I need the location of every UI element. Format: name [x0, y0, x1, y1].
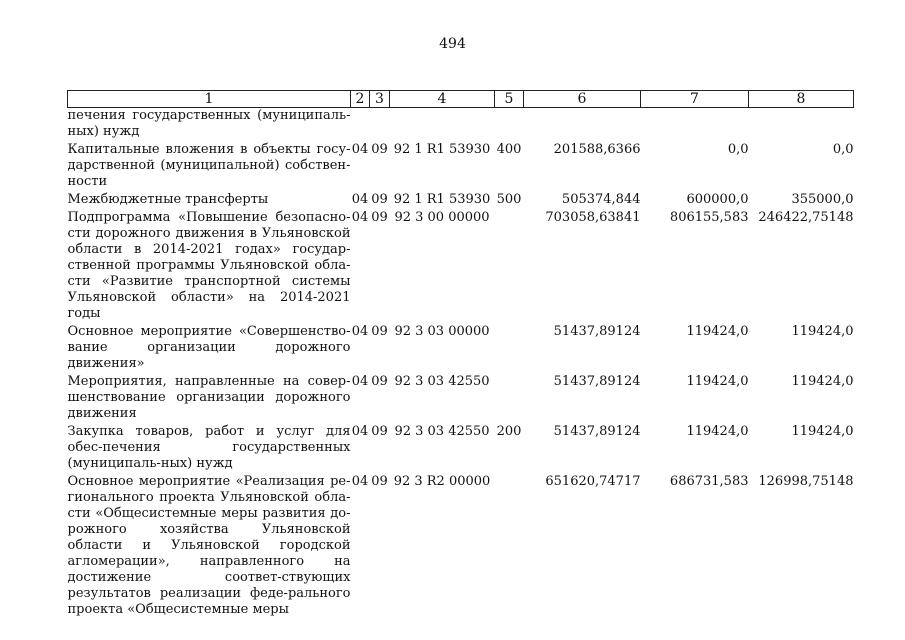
row-section: 04: [351, 210, 369, 225]
row-expense-type: 400: [496, 142, 522, 157]
row-value-col7: 600000,0: [686, 192, 749, 207]
row-subsection: 09: [371, 474, 388, 489]
row-value-col7: 0,0: [727, 142, 749, 157]
table-row: [68, 142, 854, 192]
row-target-article: 92 1 R1 53930: [393, 142, 491, 157]
table-row: [68, 324, 854, 374]
row-name: Закупка товаров, работ и услуг для обес-печения государственных (муниципаль-ных) нужд: [67, 424, 351, 471]
header-col-7: 7: [641, 91, 749, 108]
row-value-col8: 0,0: [832, 142, 854, 157]
row-value-col7: 806155,583: [669, 210, 749, 225]
row-section: [351, 108, 370, 143]
row-section: 04: [351, 324, 369, 339]
header-col-5: 5: [495, 91, 524, 108]
table-row: [68, 192, 854, 210]
table-row: [68, 474, 854, 620]
table-row: [68, 424, 854, 474]
row-section: 04: [351, 424, 369, 439]
row-name: Межбюджетные трансферты: [67, 192, 269, 207]
row-expense-type: [495, 210, 524, 324]
row-subsection: [370, 108, 390, 143]
row-expense-type: [495, 108, 524, 143]
table-body: [68, 108, 854, 621]
row-value-col8: 119424,0: [791, 374, 854, 389]
row-target-article: 92 3 00 00000: [394, 210, 490, 225]
row-name: Подпрограмма «Повышение безопасно-сти дорожного движения в Ульяновской области в 2014-2021 годах» государ-ственной программы Ульяновской обла-сти «Развитие транспортной системы Ульяновской области» на 2014-2021 годы: [67, 210, 351, 321]
table-row: [68, 374, 854, 424]
row-name: печения государственных (муниципаль-ных) нужд: [67, 108, 351, 139]
header-row: [68, 91, 854, 108]
row-value-col8: 355000,0: [791, 192, 854, 207]
row-subsection: 09: [371, 324, 388, 339]
row-target-article: 92 3 03 00000: [394, 324, 490, 339]
row-value-col6: 703058,63841: [545, 210, 641, 225]
row-value-col6: 51437,89124: [553, 374, 641, 389]
row-expense-type: [495, 374, 524, 424]
row-value-col7: 119424,0: [686, 324, 749, 339]
row-expense-type: 500: [496, 192, 522, 207]
row-name: Капитальные вложения в объекты госу-дарственной (муниципальной) собствен-ности: [67, 142, 351, 189]
row-expense-type: [495, 324, 524, 374]
row-section: 04: [351, 474, 369, 489]
header-col-8: 8: [749, 91, 854, 108]
row-expense-type: 200: [496, 424, 522, 439]
row-subsection: 09: [371, 210, 388, 225]
row-value-col6: 201588,6366: [553, 142, 641, 157]
row-target-article: 92 3 R2 00000: [393, 474, 491, 489]
row-value-col6: [524, 108, 641, 143]
row-subsection: 09: [371, 192, 388, 207]
row-target-article: 92 3 03 42550: [394, 424, 490, 439]
row-section: 04: [351, 142, 369, 157]
row-value-col7: 686731,583: [669, 474, 749, 489]
header-col-6: 6: [524, 91, 641, 108]
row-value-col6: 51437,89124: [553, 424, 641, 439]
row-value-col7: 119424,0: [686, 374, 749, 389]
row-section: 04: [351, 374, 369, 389]
table-row: [68, 108, 854, 143]
row-name: Мероприятия, направленные на совер-шенствование организации дорожного движения: [67, 374, 351, 421]
row-name: Основное мероприятие «Совершенство-вание организации дорожного движения»: [67, 324, 351, 371]
row-value-col8: 126998,75148: [758, 474, 854, 489]
row-value-col8: 119424,0: [791, 424, 854, 439]
row-expense-type: [495, 474, 524, 620]
row-value-col7: [641, 108, 749, 143]
header-col-1: 1: [68, 91, 351, 108]
row-value-col8: 119424,0: [791, 324, 854, 339]
row-value-col8: 246422,75148: [758, 210, 854, 225]
page-number: 494: [439, 36, 466, 52]
row-subsection: 09: [371, 424, 388, 439]
row-value-col6: 651620,74717: [545, 474, 641, 489]
row-subsection: 09: [371, 142, 388, 157]
header-col-3: 3: [370, 91, 390, 108]
budget-table: [67, 90, 854, 620]
row-subsection: 09: [371, 374, 388, 389]
row-target-article: 92 3 03 42550: [394, 374, 490, 389]
row-value-col6: 51437,89124: [553, 324, 641, 339]
row-value-col7: 119424,0: [686, 424, 749, 439]
row-value-col6: 505374,844: [561, 192, 641, 207]
header-col-2: 2: [351, 91, 370, 108]
table-header: [68, 91, 854, 108]
header-col-4: 4: [390, 91, 495, 108]
row-section: 04: [351, 192, 369, 207]
table-row: [68, 210, 854, 324]
row-name: Основное мероприятие «Реализация ре-гионального проекта Ульяновской обла-сти «Общесистемные меры развития до-рожного хозяйства Ульяновской области и Ульяновской городской агломерации», направленного на достижение соответ-ствующих результатов реализации феде-рального проекта «Общесистемные меры: [67, 474, 351, 617]
row-value-col8: [749, 108, 854, 143]
row-target-article: [390, 108, 495, 143]
row-target-article: 92 1 R1 53930: [393, 192, 491, 207]
